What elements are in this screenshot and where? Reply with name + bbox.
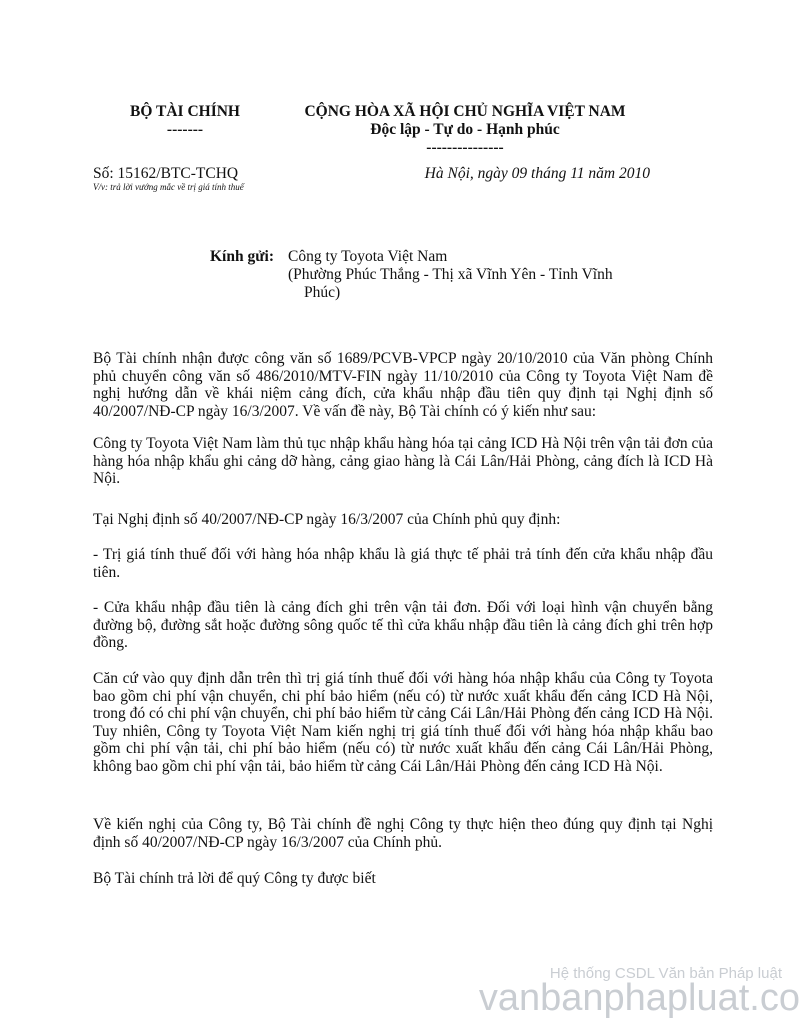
recipient-name: Công ty Toyota Việt Nam — [288, 248, 448, 265]
recipient-address: (Phường Phúc Thắng - Thị xã Vĩnh Yên - Tỉnh Vĩnh — [288, 266, 613, 283]
national-motto: Độc lập - Tự do - Hạnh phúc — [370, 121, 560, 138]
body-paragraph-7: Về kiến nghị của Công ty, Bộ Tài chính đề nghị Công ty thực hiện theo đúng quy định tại Nghị định số 40/2007/NĐ-CP ngày 16/3/2007 của Chính phủ. — [93, 816, 713, 851]
body-paragraph-5: - Cửa khẩu nhập đầu tiên là cảng đích ghi trên vận tải đơn. Đối với loại hình vận chuyển bằng đường bộ, đường sắt hoặc đường sông quốc tế thì cửa khẩu nhập đầu tiên là cảng đích ghi trên hợp đồng. — [93, 599, 713, 651]
document-number: Số: 15162/BTC-TCHQ — [93, 165, 239, 182]
watermark-caption: Hệ thống CSDL Văn bản Pháp luật — [549, 965, 782, 982]
watermark-site: vanbanphapluat.co — [478, 977, 800, 1019]
recipient-label: Kính gửi: — [210, 248, 274, 265]
ministry-rule: ------- — [166, 121, 204, 138]
body-paragraph-3: Tại Nghị định số 40/2007/NĐ-CP ngày 16/3/2007 của Chính phủ quy định: — [93, 511, 561, 528]
place-date: Hà Nội, ngày 09 tháng 11 năm 2010 — [424, 165, 650, 182]
ministry-name: BỘ TÀI CHÍNH — [130, 103, 240, 120]
body-paragraph-4: - Trị giá tính thuế đối với hàng hóa nhập khẩu là giá thực tế phải trả tính đến cửa khẩu nhập đầu tiên. — [93, 546, 713, 581]
country-name: CỘNG HÒA XÃ HỘI CHỦ NGHĨA VIỆT NAM — [304, 103, 626, 120]
body-paragraph-1: Bộ Tài chính nhận được công văn số 1689/PCVB-VPCP ngày 20/10/2010 của Văn phòng Chính phủ chuyển công văn số 486/2010/MTV-FIN ngày 11/10/2010 của Công ty Toyota Việt Nam đề nghị hướng dẫn về khái niệm cảng đích, cửa khẩu nhập đầu tiên quy định tại Nghị định số 40/2007/NĐ-CP ngày 16/3/2007. Về vấn đề này, Bộ Tài chính có ý kiến như sau: — [93, 350, 713, 420]
recipient-address-cont: Phúc) — [304, 284, 341, 301]
motto-rule: --------------- — [426, 139, 504, 156]
document-subject: V/v: trả lời vướng mắc về trị giá tính thuế — [93, 182, 244, 192]
body-paragraph-8: Bộ Tài chính trả lời để quý Công ty được biết — [93, 870, 376, 887]
body-paragraph-6: Căn cứ vào quy định dẫn trên thì trị giá tính thuế đối với hàng hóa nhập khẩu của Công ty Toyota bao gồm chi phí vận chuyển, chi phí bảo hiểm (nếu có) từ nước xuất khẩu đến cảng ICD Hà Nội, trong đó có chi phí vận chuyển, chi phí bảo hiểm từ cảng Cái Lân/Hải Phòng đến cảng ICD Hà Nội. Tuy nhiên, Công ty Toyota Việt Nam kiến nghị trị giá tính thuế đối với hàng hóa nhập khẩu bao gồm chi phí vận tải, chi phí bảo hiểm (nếu có) từ nước xuất khẩu đến cảng Cái Lân/Hải Phòng, không bao gồm chi phí vận tải, bảo hiểm từ cảng Cái Lân/Hải Phòng đến cảng ICD Hà Nội. — [93, 670, 713, 775]
body-paragraph-2: Công ty Toyota Việt Nam làm thủ tục nhập khẩu hàng hóa tại cảng ICD Hà Nội trên vận tải đơn của hàng hóa nhập khẩu ghi cảng dỡ hàng, cảng giao hàng là Cái Lân/Hải Phòng, cảng đích là ICD Hà Nội. — [93, 435, 713, 487]
